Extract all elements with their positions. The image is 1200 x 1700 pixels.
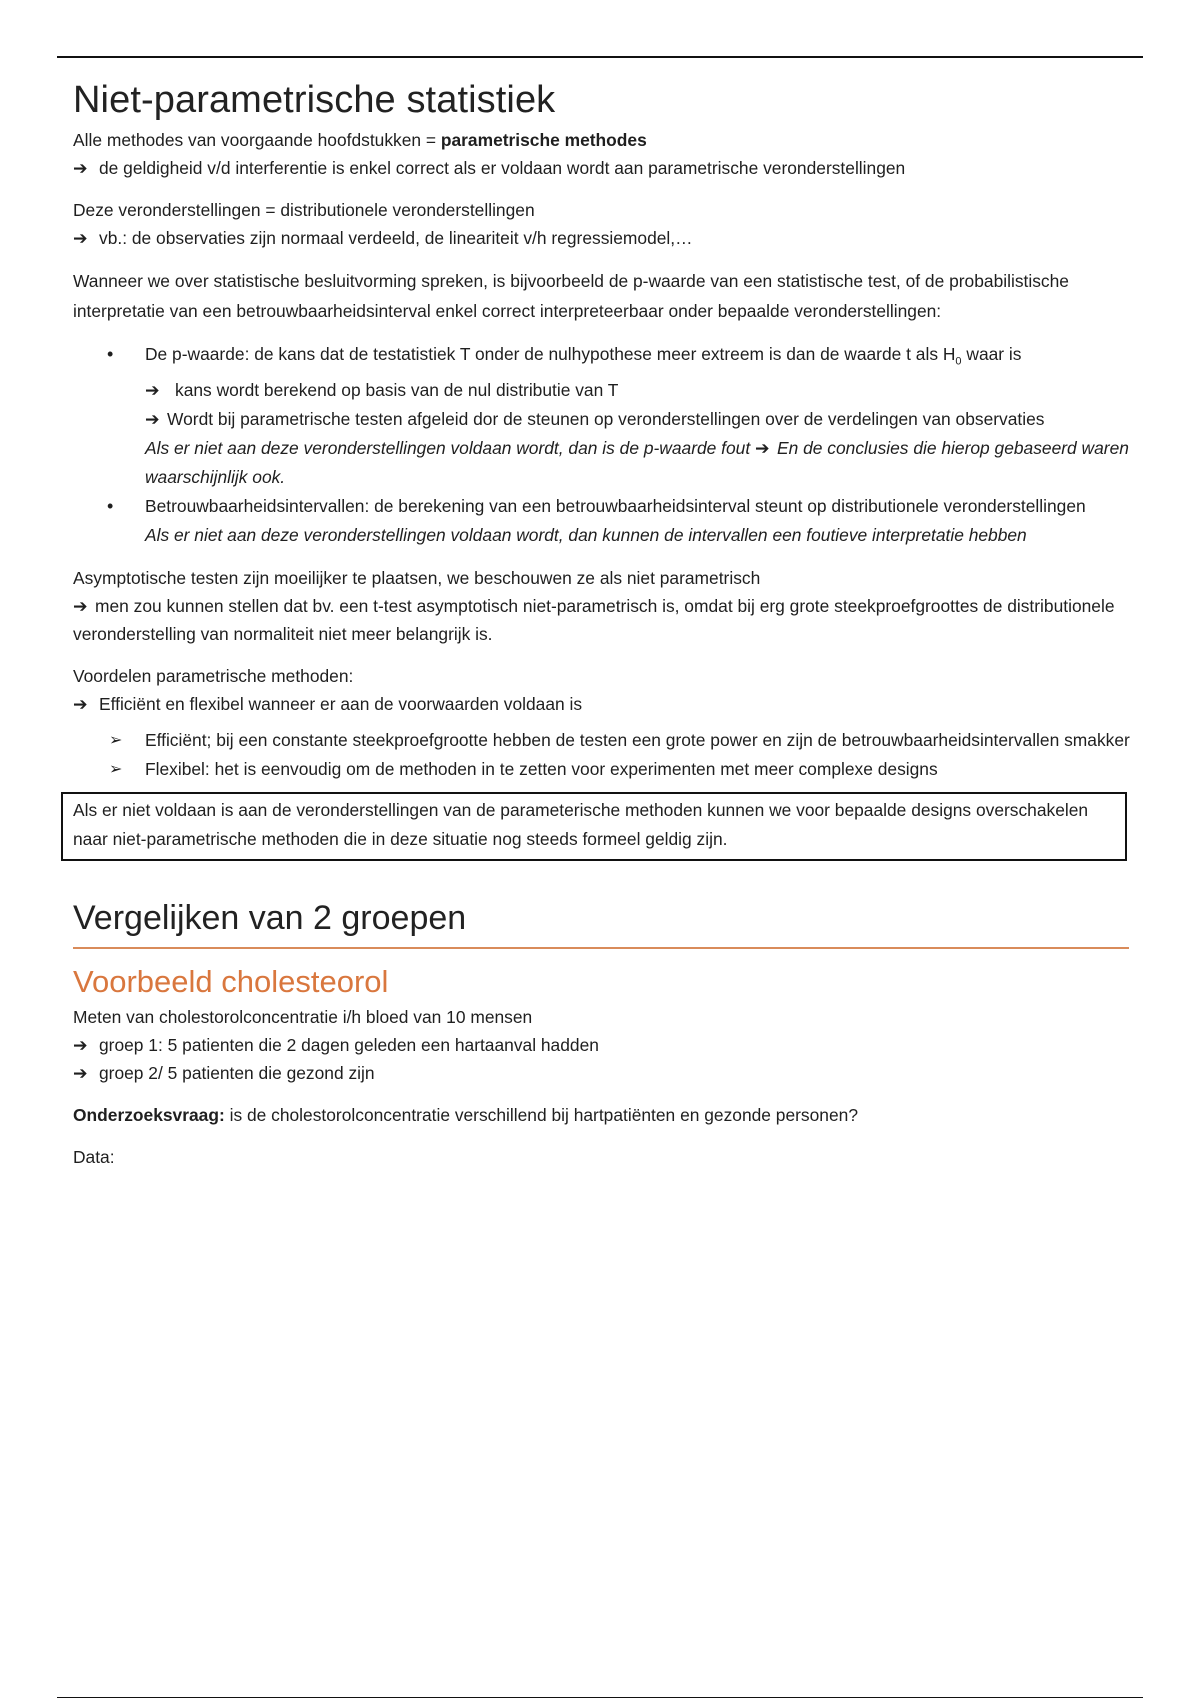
asymptotic-line: Asymptotische testen zijn moeilijker te plaatsen, we beschouwen ze als niet parametrisch	[73, 568, 761, 589]
asymptotic-arrow-line: ➔ men zou kunnen stellen dat bv. een t-test asymptotisch niet-parametrisch is, omdat bij erg grote steekproefgroottes de distributionele veronderstelling van normaliteit niet meer belangrijk is.	[73, 592, 1133, 648]
assumption-arrow-line: ➔ vb.: de observaties zijn normaal verdeeld, de lineariteit v/h regressiemodel,…	[73, 224, 1133, 252]
example-title: Voorbeeld cholesteorol	[73, 964, 389, 1000]
page-title: Niet-parametrische statistiek	[73, 79, 556, 121]
advantages-arrow-line: ➔ Efficiënt en flexibel wanneer er aan de voorwaarden voldaan is	[73, 690, 1133, 718]
advantages-title: Voordelen parametrische methoden:	[73, 666, 354, 687]
advantage-item: ➢ Efficiënt; bij een constante steekproefgrootte hebben de testen een grote power en zijn de betrouwbaarheidsintervallen smakker	[73, 726, 1133, 755]
advantage-item: ➢ Flexibel: het is eenvoudig om de methoden in te zetten voor experimenten met meer complexe designs	[73, 755, 1133, 784]
decision-paragraph: Wanneer we over statistische besluitvorming spreken, is bijvoorbeeld de p-waarde van een statistische test, of de probabilistische interpretatie van een betrouwbaarheidsinterval enkel correct interpreteerbaar onder bepaalde veronderstellingen:	[73, 271, 1069, 321]
arrow-icon: ➔	[145, 380, 160, 401]
bullet-confidence-intervals: • Betrouwbaarheidsintervallen: de berekening van een betrouwbaarheidsinterval steunt op distributionele veronderstellingen Als er niet aan deze veronderstellingen voldaan wordt, dan kunnen de intervallen een foutieve interpretatie hebben	[73, 492, 1133, 550]
bullet-icon: •	[107, 496, 114, 517]
italic-note: Als er niet aan deze veronderstellingen voldaan wordt, dan is de p-waarde fout ➔ En de conclusies die hierop gebaseerd waren waarschijnlijk ook.	[145, 434, 1133, 492]
assumption-bullets	[73, 340, 1133, 550]
intro-bold: parametrische methodes	[440, 130, 647, 150]
arrow-icon: ➔	[73, 694, 88, 715]
bullet-p-value: • De p-waarde: de kans dat de testatistiek T onder de nulhypothese meer extreem is dan de waarde t als $H_0$ waar is ➔ kans wordt berekend op basis van de nul distributie van T ➔ Wordt bij parametrische testen afgeleid dor de steunen op veronderstellingen over de verdelingen van observaties Als er niet aan deze veronderstellingen voldaan wordt, dan is de p-waarde fout ➔ En de conclusies die hierop gebaseerd waren waarschijnlijk ook.	[73, 340, 1133, 492]
arrow-icon: ➔	[73, 596, 88, 617]
group2-line: ➔ groep 2/ 5 patienten die gezond zijn	[73, 1059, 1133, 1087]
page-content	[73, 74, 1133, 1171]
intro-arrow-line: ➔ de geldigheid v/d interferentie is enkel correct als er voldaan wordt aan parametrische veronderstellingen	[73, 154, 1133, 182]
arrow-icon: ➔	[73, 158, 88, 178]
assumption-line: Deze veronderstellingen = distributionele veronderstellingen	[73, 200, 535, 220]
top-rule	[57, 56, 1143, 58]
advantages-list	[73, 726, 1133, 784]
data-label: Data:	[73, 1147, 115, 1168]
arrow-icon: ➔	[755, 438, 770, 459]
sub-arrow-line: ➔ Wordt bij parametrische testen afgeleid dor de steunen op veronderstellingen over de verdelingen van observaties	[145, 405, 1133, 434]
arrow-icon: ➔	[73, 1063, 88, 1084]
chevron-bullet-icon: ➢	[109, 761, 123, 779]
example-line: Meten van cholestorolconcentratie i/h bloed van 10 mensen	[73, 1007, 533, 1028]
italic-note: Als er niet aan deze veronderstellingen voldaan wordt, dan kunnen de intervallen een foutieve interpretatie hebben	[145, 525, 1027, 546]
sub-arrow-line: ➔ kans wordt berekend op basis van de nul distributie van T	[145, 376, 1133, 405]
bottom-rule	[57, 1697, 1143, 1698]
section-title: Vergelijken van 2 groepen	[73, 899, 467, 938]
research-question: Onderzoeksvraag: is de cholestorolconcentratie verschillend bij hartpatiënten en gezonde personen?	[73, 1105, 858, 1126]
arrow-icon: ➔	[145, 409, 160, 430]
arrow-icon: ➔	[73, 1035, 88, 1056]
note-box: Als er niet voldaan is aan de veronderstellingen van de parameterische methoden kunnen we voor bepaalde designs overschakelen naar niet-parametrische methoden die in deze situatie nog steeds formeel geldig zijn.	[61, 792, 1127, 861]
arrow-icon: ➔	[73, 228, 88, 248]
intro-line: Alle methodes van voorgaande hoofdstukken = parametrische methodes	[73, 130, 647, 150]
chevron-bullet-icon: ➢	[109, 732, 123, 750]
group1-line: ➔ groep 1: 5 patienten die 2 dagen geleden een hartaanval hadden	[73, 1031, 1133, 1059]
bullet-icon: •	[107, 344, 114, 364]
